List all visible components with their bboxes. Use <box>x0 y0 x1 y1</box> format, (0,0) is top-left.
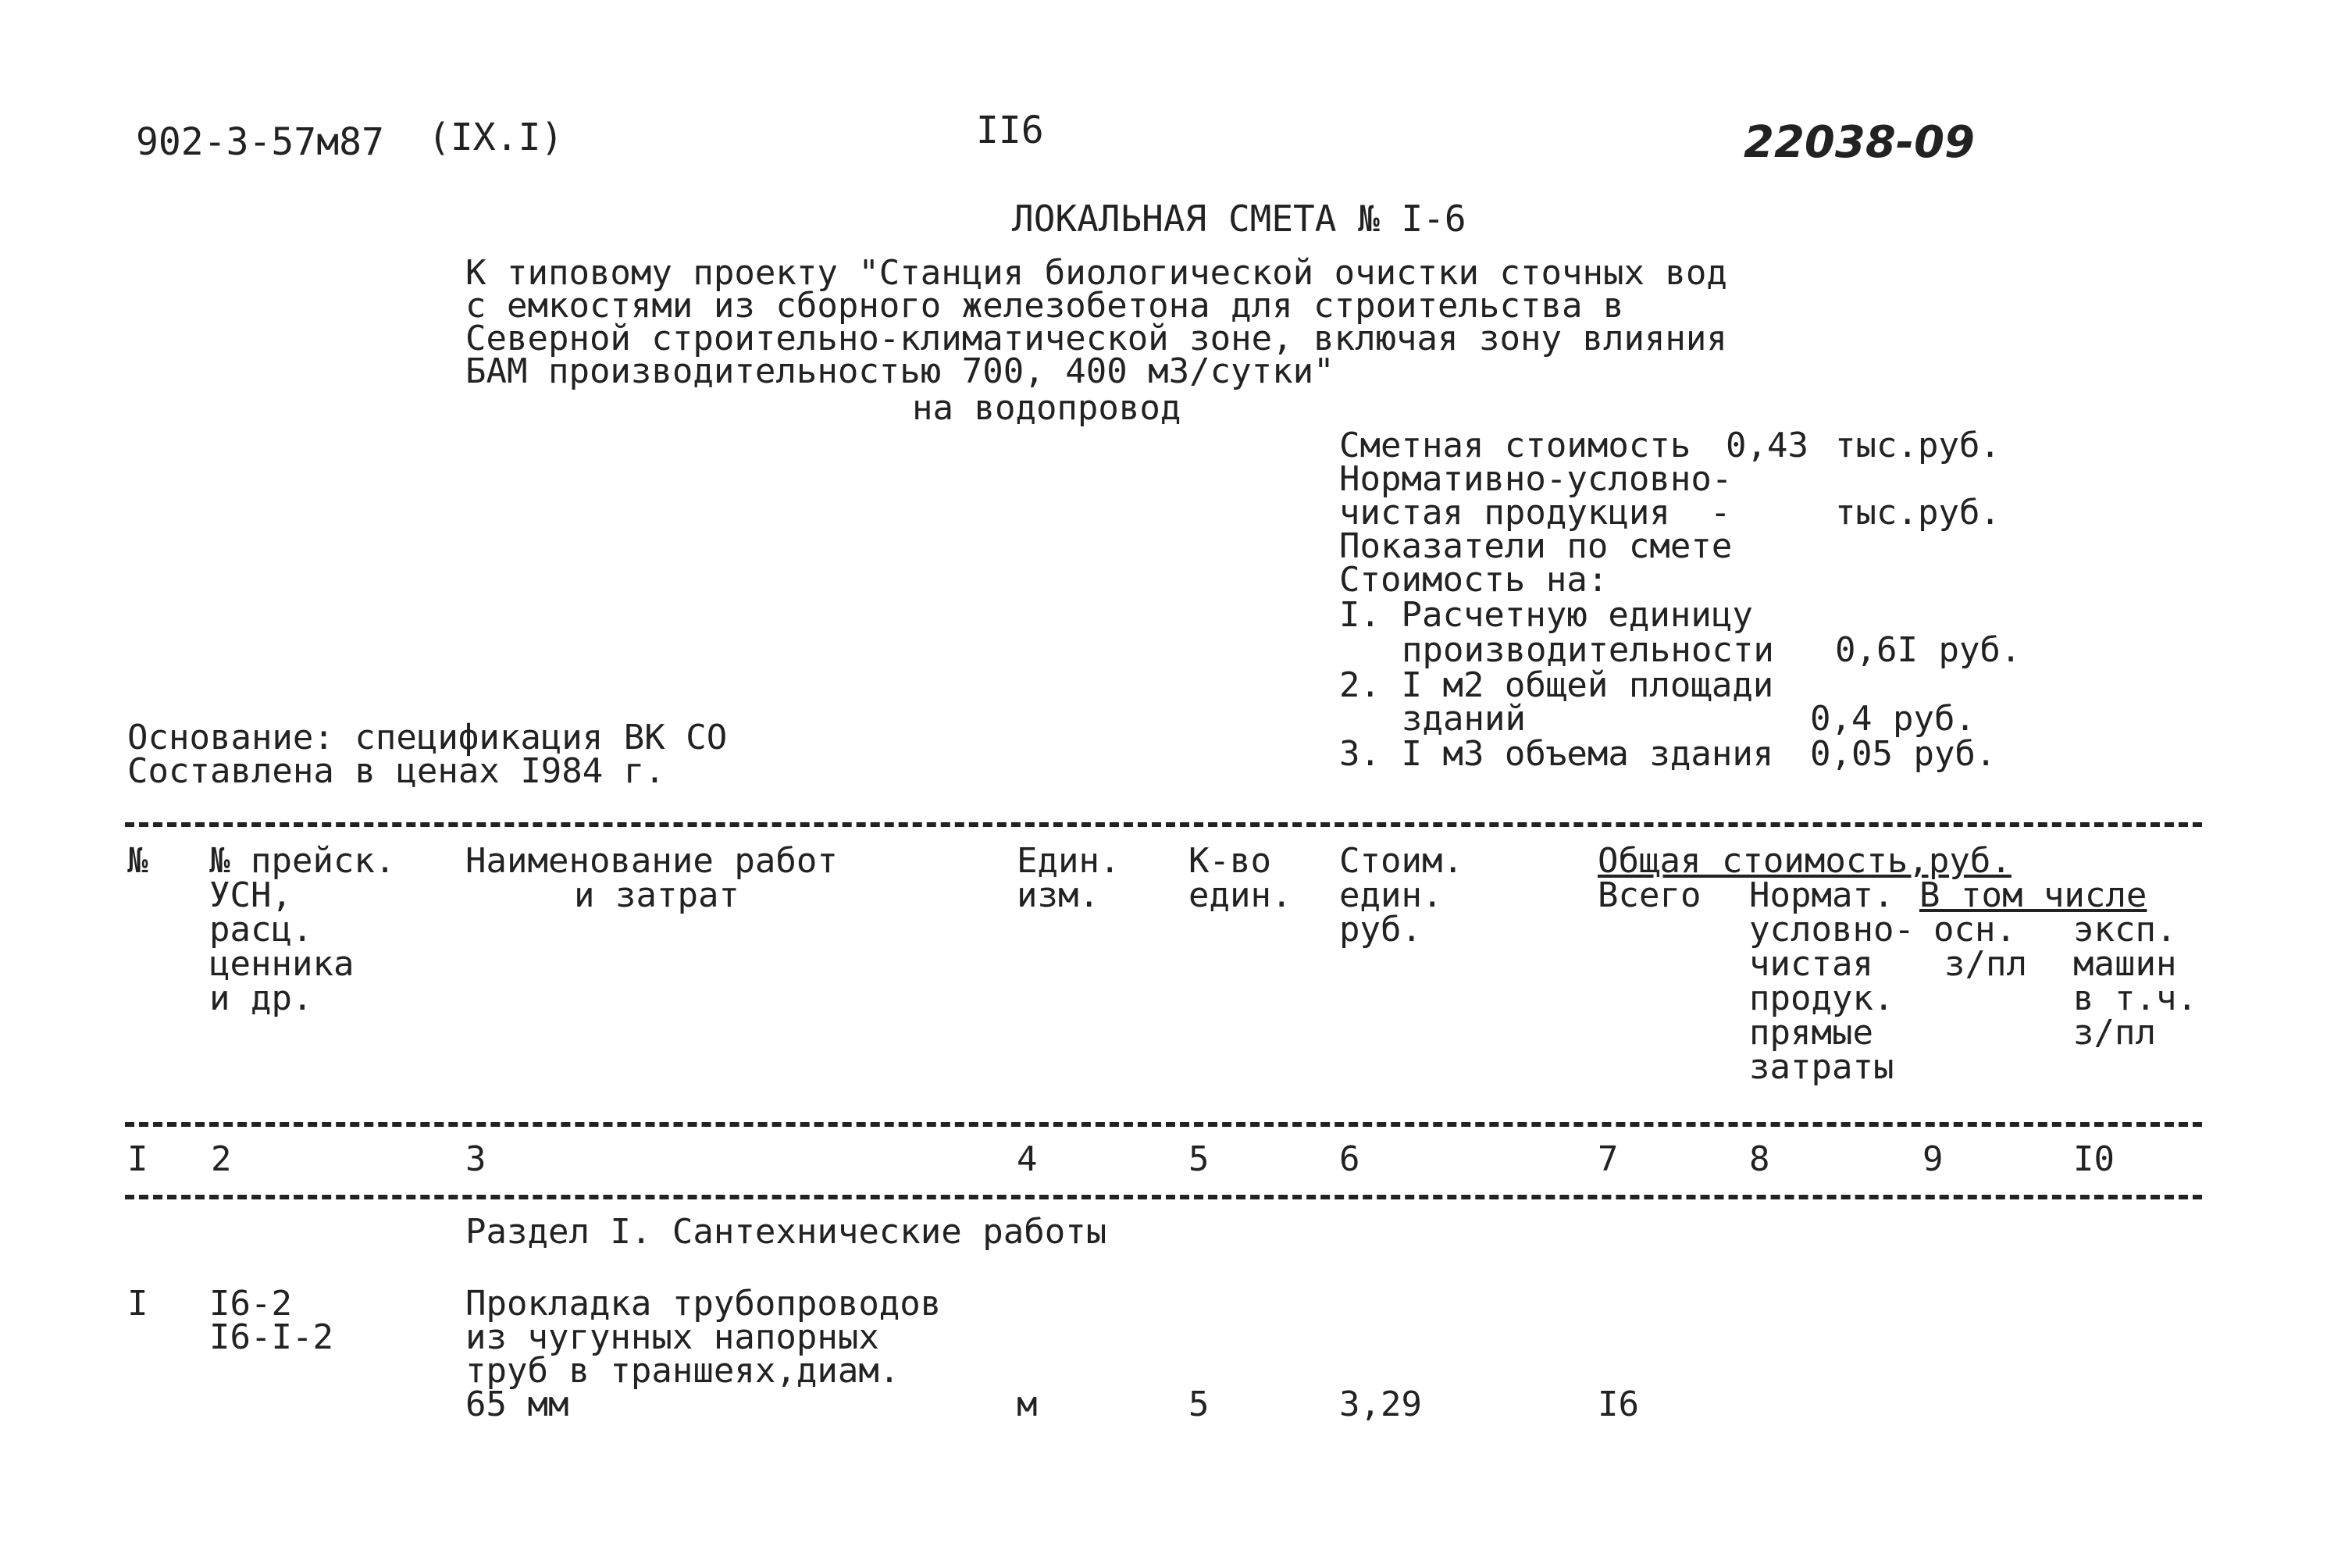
header-text: УСН, <box>209 875 292 915</box>
row-work-name: из чугунных напорных <box>465 1317 879 1357</box>
header-text: Един. <box>1017 841 1121 881</box>
row-total-cost: I6 <box>1598 1384 1639 1424</box>
row-work-name: Прокладка трубопроводов <box>465 1284 942 1324</box>
header-col-total: Всего <box>1598 875 1702 915</box>
indicator-item-3-value: 0,05 руб. <box>1810 734 1997 774</box>
header-subgroup-including: В том числе <box>1919 875 2147 915</box>
column-number: 5 <box>1188 1139 1210 1179</box>
header-text: Нормат. <box>1749 875 1894 915</box>
section-title: Раздел I. Сантехнические работы <box>465 1212 1107 1252</box>
header-text: машин <box>2073 944 2177 984</box>
doc-code: 902-3-57м87 <box>136 120 384 164</box>
header-text: з/пл <box>2073 1013 2156 1053</box>
estimate-subtitle: на водопровод <box>912 388 1181 428</box>
estimate-cost-label: Сметная стоимость <box>1339 426 1691 465</box>
header-text: ценника <box>209 944 355 984</box>
table-rule-top <box>125 822 2202 827</box>
column-number: 4 <box>1017 1139 1038 1179</box>
estimate-cost-value: 0,43 <box>1726 426 1808 465</box>
estimate-basis: Основание: спецификация ВК СО <box>127 718 728 757</box>
archive-number: 22038-09 <box>1744 117 1975 168</box>
column-number: I <box>127 1139 148 1179</box>
header-text: прямые <box>1749 1013 1873 1053</box>
product-label: чистая продукция <box>1339 493 1670 533</box>
cost-for-label: Стоимость на: <box>1339 560 1609 600</box>
header-text: един. <box>1188 875 1292 915</box>
header-text: руб. <box>1339 910 1422 950</box>
header-text: в т.ч. <box>2073 978 2197 1018</box>
indicator-item-1-value: 0,6I руб. <box>1835 630 2022 670</box>
header-text: Стоим. <box>1339 841 1463 881</box>
indicators-label: Показатели по смете <box>1339 526 1733 566</box>
row-quantity: 5 <box>1188 1384 1210 1424</box>
indicator-item-2-label: зданий <box>1402 699 1526 739</box>
document-title: ЛОКАЛЬНАЯ СМЕТА № I-6 <box>1012 198 1466 240</box>
table-rule-numbers-bottom <box>125 1195 2202 1199</box>
row-work-name: труб в траншеях,диам. <box>465 1351 900 1391</box>
header-text: эксп. <box>2073 910 2177 950</box>
header-text: и затрат <box>574 875 739 915</box>
column-number: I0 <box>2073 1139 2115 1179</box>
indicator-item-3: 3. I м3 объема здания <box>1339 734 1774 774</box>
header-text: К-во <box>1188 841 1271 881</box>
row-price-code: I6-I-2 <box>209 1317 333 1357</box>
header-text: расц. <box>209 910 313 950</box>
header-text: Наименование работ <box>465 841 838 881</box>
indicator-item-1: I. Расчетную единицу <box>1339 595 1753 635</box>
indicator-item-2: 2. I м2 общей площади <box>1339 665 1774 705</box>
column-number: 9 <box>1922 1139 1944 1179</box>
header-group-total-cost: Общая стоимость,руб. <box>1598 841 2012 881</box>
product-label: Нормативно-условно- <box>1339 459 1733 499</box>
column-number: 6 <box>1339 1139 1360 1179</box>
header-text: условно- <box>1749 910 1915 950</box>
header-text: изм. <box>1017 875 1099 915</box>
column-number: 3 <box>465 1139 486 1179</box>
product-dash: - <box>1710 493 1731 533</box>
row-number: I <box>127 1284 148 1324</box>
product-unit: тыс.руб. <box>1835 493 2001 533</box>
indicator-item-2-value: 0,4 руб. <box>1810 699 1976 739</box>
header-text: № прейск. <box>209 841 396 881</box>
row-price-code: I6-2 <box>209 1284 292 1324</box>
header-text: продук. <box>1749 978 1894 1018</box>
project-description-line: К типовому проекту "Станция биологической очистки сточных вод <box>465 253 1727 293</box>
indicator-item-1-label: производительности <box>1402 630 1774 670</box>
estimate-cost-unit: тыс.руб. <box>1835 426 2001 465</box>
project-description-line: БАМ производительностью 700, 400 м3/сутки" <box>465 351 1334 391</box>
header-text: осн. <box>1933 910 2016 950</box>
project-description-line: с емкостями из сборного железобетона для строительства в <box>465 286 1624 326</box>
project-description-line: Северной строительно-климатической зоне, включая зону влияния <box>465 319 1727 358</box>
section-code: (IX.I) <box>428 116 564 159</box>
header-text: един. <box>1339 875 1443 915</box>
header-col-number: № <box>127 841 148 881</box>
row-work-name: 65 мм <box>465 1384 569 1424</box>
row-unit-cost: 3,29 <box>1339 1384 1422 1424</box>
column-number: 7 <box>1598 1139 1619 1179</box>
page-number: II6 <box>976 109 1044 152</box>
header-text: затраты <box>1749 1047 1894 1087</box>
header-text: чистая <box>1749 944 1873 984</box>
column-number: 8 <box>1749 1139 1770 1179</box>
prices-year: Составлена в ценах I984 г. <box>127 751 665 791</box>
table-rule-header-bottom <box>125 1122 2202 1127</box>
header-text: з/пл <box>1944 944 2027 984</box>
header-text: и др. <box>209 978 313 1018</box>
column-number: 2 <box>211 1139 232 1179</box>
row-unit: м <box>1017 1384 1038 1424</box>
